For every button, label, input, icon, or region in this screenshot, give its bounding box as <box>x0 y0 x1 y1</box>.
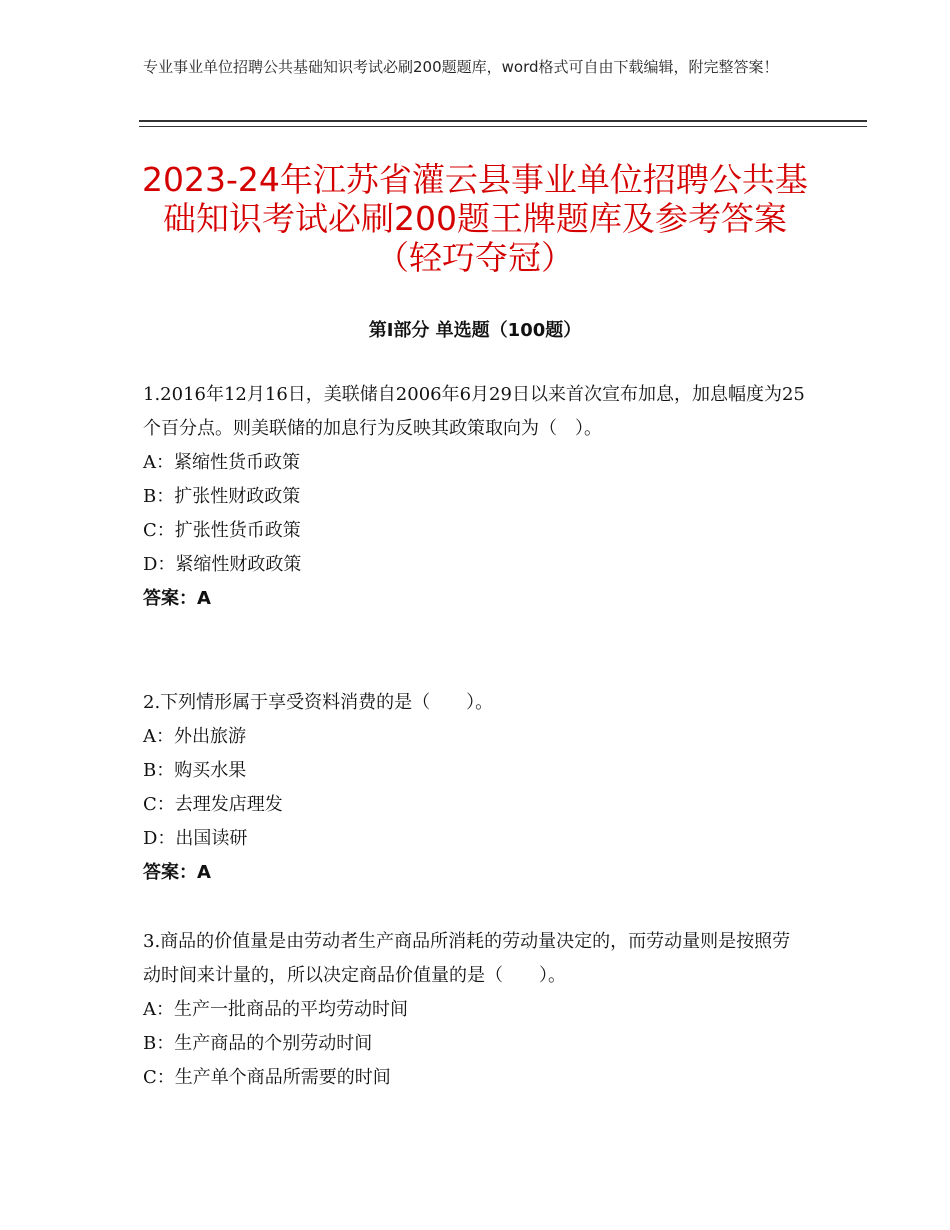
option-b: B：购买水果 <box>143 760 247 781</box>
question-2 <box>143 686 808 890</box>
question-stem: 2.下列情形属于享受资料消费的是（ ）。 <box>143 692 494 713</box>
option-d: D：紧缩性财政政策 <box>143 554 302 575</box>
option-b: B：扩张性财政政策 <box>143 486 301 507</box>
header-note: 专业事业单位招聘公共基础知识考试必刷200题题库，word格式可自由下载编辑，附完整答案！ <box>143 58 779 76</box>
question-1 <box>143 378 808 616</box>
answer: 答案：A <box>143 588 211 609</box>
header-rule-thin <box>139 126 867 127</box>
question-3 <box>143 925 808 1095</box>
header-rule-thick <box>139 120 867 122</box>
option-b: B：生产商品的个别劳动时间 <box>143 1033 373 1054</box>
document-title: 2023-24年江苏省灌云县事业单位招聘公共基础知识考试必刷200题王牌题库及参考答案（轻巧夺冠） <box>142 160 808 277</box>
option-c: C：去理发店理发 <box>143 794 283 815</box>
option-c: C：生产单个商品所需要的时间 <box>143 1067 391 1088</box>
answer: 答案：A <box>143 862 211 883</box>
option-d: D：出国读研 <box>143 828 248 849</box>
option-a: A：外出旅游 <box>143 726 246 747</box>
option-a: A：紧缩性货币政策 <box>143 452 300 473</box>
option-a: A：生产一批商品的平均劳动时间 <box>143 999 408 1020</box>
question-stem: 1.2016年12月16日，美联储自2006年6月29日以来首次宣布加息，加息幅度为25个百分点。则美联储的加息行为反映其政策取向为（ ）。 <box>143 384 805 439</box>
section-heading: 第Ⅰ部分 单选题（100题） <box>368 320 582 341</box>
option-c: C：扩张性货币政策 <box>143 520 301 541</box>
question-stem: 3.商品的价值量是由劳动者生产商品所消耗的劳动量决定的，而劳动量则是按照劳动时间来计量的，所以决定商品价值量的是（ ）。 <box>143 931 791 986</box>
